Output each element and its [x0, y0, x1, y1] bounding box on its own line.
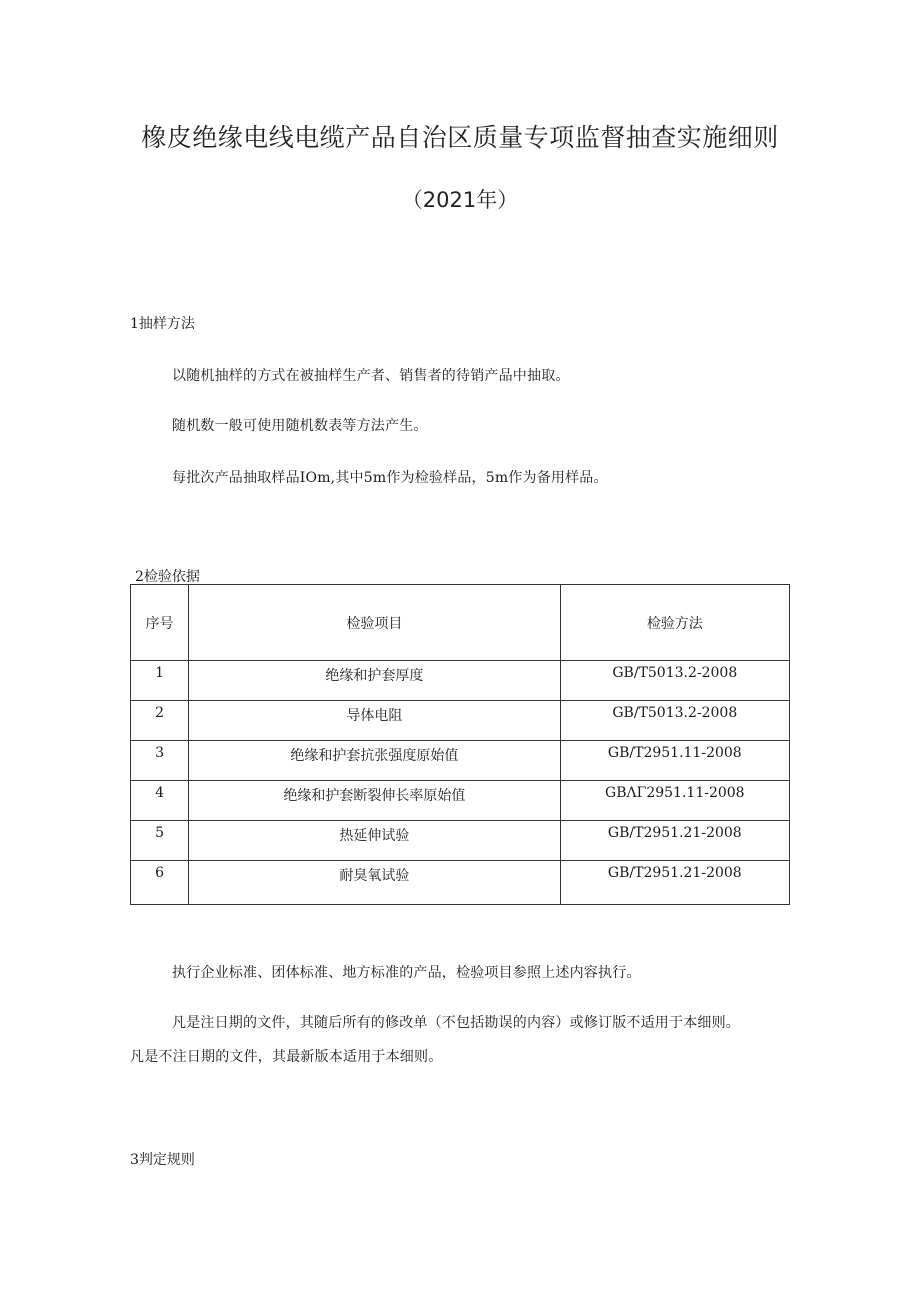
paragraph-random-number: 随机数一般可使用随机数表等方法产生。: [172, 418, 428, 434]
table-row: [131, 741, 790, 781]
paragraph-sampling-method: 以随机抽样的方式在被抽样生产者、销售者的待销产品中抽取。: [172, 368, 570, 384]
table-row: [131, 781, 790, 821]
cell-inspection-item: 耐臭氧试验: [189, 861, 561, 905]
cell-serial-no: 1: [131, 661, 189, 701]
cell-serial-no: 2: [131, 701, 189, 741]
cell-inspection-item: 绝缘和护套厚度: [189, 661, 561, 701]
table-row: [131, 661, 790, 701]
document-title: 橡皮绝缘电线电缆产品自治区质量专项监督抽查实施细则: [141, 123, 779, 152]
table-row: [131, 821, 790, 861]
cell-inspection-method: GB/T5013.2-2008: [560, 701, 789, 741]
cell-inspection-method: GB/T2951.21-2008: [560, 821, 789, 861]
table-header-row: [131, 585, 790, 661]
section-heading-basis: 2检验依据: [135, 569, 200, 585]
cell-inspection-method: GB/T2951.11-2008: [560, 741, 789, 781]
cell-serial-no: 3: [131, 741, 189, 781]
paragraph-undated-documents: 凡是不注日期的文件，其最新版本适用于本细则。: [130, 1049, 443, 1065]
cell-inspection-item: 热延伸试验: [189, 821, 561, 861]
cell-inspection-method: GB/T2951.21-2008: [560, 861, 789, 905]
cell-serial-no: 5: [131, 821, 189, 861]
paragraph-dated-documents: 凡是注日期的文件，其随后所有的修改单（不包括勘误的内容）或修订版不适用于本细则。: [172, 1015, 740, 1031]
cell-inspection-item: 绝缘和护套断裂伸长率原始值: [189, 781, 561, 821]
cell-serial-no: 6: [131, 861, 189, 905]
section-heading-sampling: 1抽样方法: [130, 316, 195, 332]
inspection-table: [130, 584, 790, 905]
header-inspection-method: 检验方法: [560, 585, 789, 661]
header-inspection-item: 检验项目: [189, 585, 561, 661]
table-row: [131, 701, 790, 741]
cell-inspection-method: GB/T5013.2-2008: [560, 661, 789, 701]
cell-serial-no: 4: [131, 781, 189, 821]
cell-inspection-item: 绝缘和护套抗张强度原始值: [189, 741, 561, 781]
section-heading-judgement: 3判定规则: [130, 1152, 195, 1168]
table-row: [131, 861, 790, 905]
paragraph-sample-quantity: 每批次产品抽取样品IOm,其中5m作为检验样品，5m作为备用样品。: [172, 470, 608, 486]
cell-inspection-item: 导体电阻: [189, 701, 561, 741]
paragraph-enterprise-standards: 执行企业标准、团体标准、地方标准的产品，检验项目参照上述内容执行。: [172, 965, 641, 981]
document-year: （2021年）: [401, 188, 519, 212]
cell-inspection-method: GBΛΓ2951.11-2008: [560, 781, 789, 821]
header-serial-no: 序号: [131, 585, 189, 661]
